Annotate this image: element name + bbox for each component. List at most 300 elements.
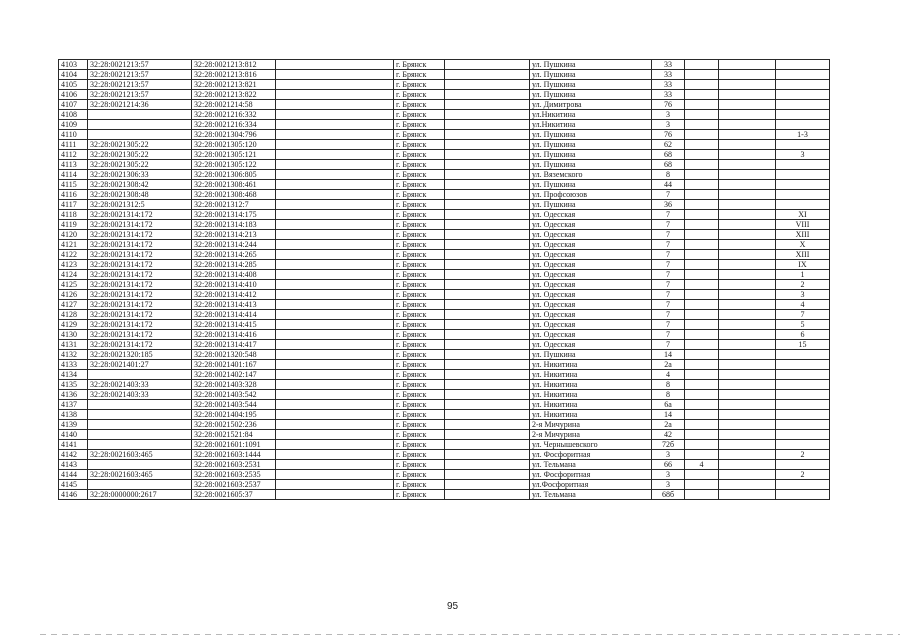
building-cell <box>685 380 719 390</box>
building-cell <box>685 160 719 170</box>
table-row <box>59 300 830 310</box>
empty-column-2-cell <box>445 160 530 170</box>
empty-column-2-cell <box>445 120 530 130</box>
house-number-cell: 44 <box>652 180 685 190</box>
empty-column-3-cell <box>719 370 776 380</box>
cadastral-number-cell: 32:28:0021314:408 <box>192 270 276 280</box>
row-number-cell: 4105 <box>59 80 88 90</box>
row-number-cell: 4140 <box>59 430 88 440</box>
row-number-cell: 4112 <box>59 150 88 160</box>
street-cell: ул. Пушкина <box>530 60 652 70</box>
empty-column-cell <box>276 100 394 110</box>
empty-column-3-cell <box>719 330 776 340</box>
empty-column-3-cell <box>719 360 776 370</box>
house-number-cell: 36 <box>652 200 685 210</box>
building-cell <box>685 260 719 270</box>
empty-column-2-cell <box>445 290 530 300</box>
empty-column-3-cell <box>719 460 776 470</box>
city-cell: г. Брянск <box>394 250 445 260</box>
parent-cadastral-number-cell: 32:28:0021314:172 <box>88 340 192 350</box>
cadastral-number-cell: 32:28:0021521:84 <box>192 430 276 440</box>
apartment-cell: 1-3 <box>776 130 830 140</box>
building-cell <box>685 390 719 400</box>
table-row <box>59 470 830 480</box>
empty-column-3-cell <box>719 380 776 390</box>
city-cell: г. Брянск <box>394 150 445 160</box>
empty-column-cell <box>276 140 394 150</box>
street-cell: ул. Одесская <box>530 290 652 300</box>
empty-column-cell <box>276 80 394 90</box>
cadastral-number-cell: 32:28:0021403:328 <box>192 380 276 390</box>
table-row <box>59 90 830 100</box>
empty-column-cell <box>276 270 394 280</box>
house-number-cell: 3 <box>652 470 685 480</box>
parent-cadastral-number-cell <box>88 410 192 420</box>
row-number-cell: 4104 <box>59 70 88 80</box>
empty-column-2-cell <box>445 440 530 450</box>
house-number-cell: 7 <box>652 220 685 230</box>
city-cell: г. Брянск <box>394 80 445 90</box>
house-number-cell: 7 <box>652 240 685 250</box>
city-cell: г. Брянск <box>394 220 445 230</box>
row-number-cell: 4117 <box>59 200 88 210</box>
row-number-cell: 4145 <box>59 480 88 490</box>
house-number-cell: 4 <box>652 370 685 380</box>
parent-cadastral-number-cell: 32:28:0021306:33 <box>88 170 192 180</box>
building-cell <box>685 200 719 210</box>
apartment-cell <box>776 70 830 80</box>
empty-column-2-cell <box>445 60 530 70</box>
street-cell: ул. Одесская <box>530 280 652 290</box>
city-cell: г. Брянск <box>394 330 445 340</box>
empty-column-2-cell <box>445 100 530 110</box>
street-cell: ул. Фосфоритная <box>530 450 652 460</box>
table-row <box>59 330 830 340</box>
parent-cadastral-number-cell <box>88 430 192 440</box>
building-cell <box>685 150 719 160</box>
city-cell: г. Брянск <box>394 280 445 290</box>
empty-column-cell <box>276 260 394 270</box>
row-number-cell: 4120 <box>59 230 88 240</box>
table-row <box>59 410 830 420</box>
empty-column-2-cell <box>445 380 530 390</box>
empty-column-2-cell <box>445 130 530 140</box>
building-cell <box>685 370 719 380</box>
parent-cadastral-number-cell: 32:28:0021305:22 <box>88 150 192 160</box>
empty-column-2-cell <box>445 360 530 370</box>
table-row <box>59 380 830 390</box>
street-cell: ул. Пушкина <box>530 150 652 160</box>
row-number-cell: 4129 <box>59 320 88 330</box>
table-row <box>59 430 830 440</box>
street-cell: 2-я Мичурина <box>530 420 652 430</box>
row-number-cell: 4130 <box>59 330 88 340</box>
table-row <box>59 270 830 280</box>
empty-column-3-cell <box>719 120 776 130</box>
empty-column-cell <box>276 250 394 260</box>
house-number-cell: 72б <box>652 440 685 450</box>
empty-column-3-cell <box>719 70 776 80</box>
empty-column-3-cell <box>719 100 776 110</box>
empty-column-cell <box>276 180 394 190</box>
parent-cadastral-number-cell: 32:28:0021213:57 <box>88 90 192 100</box>
empty-column-2-cell <box>445 140 530 150</box>
parent-cadastral-number-cell: 32:28:0021214:36 <box>88 100 192 110</box>
empty-column-cell <box>276 370 394 380</box>
parent-cadastral-number-cell <box>88 480 192 490</box>
empty-column-cell <box>276 90 394 100</box>
row-number-cell: 4111 <box>59 140 88 150</box>
empty-column-cell <box>276 400 394 410</box>
street-cell: ул. Тельмана <box>530 490 652 500</box>
cadastral-number-cell: 32:28:0021603:1444 <box>192 450 276 460</box>
apartment-cell <box>776 400 830 410</box>
street-cell: ул. Одесская <box>530 210 652 220</box>
empty-column-3-cell <box>719 210 776 220</box>
apartment-cell <box>776 410 830 420</box>
building-cell <box>685 290 719 300</box>
parent-cadastral-number-cell <box>88 400 192 410</box>
empty-column-2-cell <box>445 450 530 460</box>
street-cell: ул. Вяземского <box>530 170 652 180</box>
empty-column-2-cell <box>445 310 530 320</box>
empty-column-3-cell <box>719 240 776 250</box>
parent-cadastral-number-cell <box>88 110 192 120</box>
parent-cadastral-number-cell: 32:28:0021308:48 <box>88 190 192 200</box>
table-row <box>59 120 830 130</box>
apartment-cell <box>776 80 830 90</box>
street-cell: ул.Никитина <box>530 120 652 130</box>
city-cell: г. Брянск <box>394 180 445 190</box>
house-number-cell: 3 <box>652 120 685 130</box>
empty-column-3-cell <box>719 180 776 190</box>
apartment-cell: 7 <box>776 310 830 320</box>
city-cell: г. Брянск <box>394 320 445 330</box>
cadastral-number-cell: 32:28:0021603:2531 <box>192 460 276 470</box>
empty-column-cell <box>276 60 394 70</box>
row-number-cell: 4128 <box>59 310 88 320</box>
street-cell: ул. Димитрова <box>530 100 652 110</box>
street-cell: ул.Фосфоритная <box>530 480 652 490</box>
city-cell: г. Брянск <box>394 190 445 200</box>
empty-column-3-cell <box>719 260 776 270</box>
apartment-cell <box>776 120 830 130</box>
city-cell: г. Брянск <box>394 410 445 420</box>
building-cell <box>685 60 719 70</box>
building-cell <box>685 440 719 450</box>
building-cell <box>685 170 719 180</box>
house-number-cell: 7 <box>652 230 685 240</box>
empty-column-3-cell <box>719 220 776 230</box>
empty-column-3-cell <box>719 320 776 330</box>
scan-artifact-line <box>40 634 900 635</box>
city-cell: г. Брянск <box>394 400 445 410</box>
street-cell: ул. Одесская <box>530 300 652 310</box>
apartment-cell <box>776 160 830 170</box>
street-cell: ул. Одесская <box>530 220 652 230</box>
apartment-cell <box>776 380 830 390</box>
parent-cadastral-number-cell: 32:28:0021603:465 <box>88 470 192 480</box>
city-cell: г. Брянск <box>394 480 445 490</box>
empty-column-2-cell <box>445 70 530 80</box>
parent-cadastral-number-cell: 32:28:0021213:57 <box>88 60 192 70</box>
row-number-cell: 4141 <box>59 440 88 450</box>
parent-cadastral-number-cell: 32:28:0021314:172 <box>88 210 192 220</box>
street-cell: ул.Никитина <box>530 110 652 120</box>
house-number-cell: 68б <box>652 490 685 500</box>
house-number-cell: 7 <box>652 250 685 260</box>
street-cell: ул. Пушкина <box>530 90 652 100</box>
street-cell: ул. Одесская <box>530 330 652 340</box>
row-number-cell: 4122 <box>59 250 88 260</box>
street-cell: ул. Пушкина <box>530 80 652 90</box>
cadastral-number-cell: 32:28:0021216:332 <box>192 110 276 120</box>
cadastral-number-cell: 32:28:0021216:334 <box>192 120 276 130</box>
empty-column-2-cell <box>445 210 530 220</box>
cadastral-number-cell: 32:28:0021314:414 <box>192 310 276 320</box>
house-number-cell: 76 <box>652 130 685 140</box>
empty-column-2-cell <box>445 280 530 290</box>
empty-column-2-cell <box>445 230 530 240</box>
empty-column-3-cell <box>719 60 776 70</box>
parent-cadastral-number-cell: 32:28:0021314:172 <box>88 230 192 240</box>
house-number-cell: 6а <box>652 400 685 410</box>
city-cell: г. Брянск <box>394 340 445 350</box>
street-cell: ул. Одесская <box>530 230 652 240</box>
empty-column-3-cell <box>719 410 776 420</box>
table-row <box>59 260 830 270</box>
empty-column-cell <box>276 390 394 400</box>
empty-column-2-cell <box>445 200 530 210</box>
row-number-cell: 4124 <box>59 270 88 280</box>
empty-column-2-cell <box>445 260 530 270</box>
empty-column-3-cell <box>719 250 776 260</box>
city-cell: г. Брянск <box>394 380 445 390</box>
table-row <box>59 390 830 400</box>
street-cell: ул. Чернышевского <box>530 440 652 450</box>
table-row <box>59 200 830 210</box>
empty-column-cell <box>276 190 394 200</box>
house-number-cell: 8 <box>652 170 685 180</box>
apartment-cell <box>776 350 830 360</box>
empty-column-cell <box>276 130 394 140</box>
table-row <box>59 230 830 240</box>
table-row <box>59 180 830 190</box>
empty-column-3-cell <box>719 160 776 170</box>
table-row <box>59 60 830 70</box>
city-cell: г. Брянск <box>394 90 445 100</box>
city-cell: г. Брянск <box>394 390 445 400</box>
empty-column-cell <box>276 340 394 350</box>
city-cell: г. Брянск <box>394 440 445 450</box>
house-number-cell: 68 <box>652 150 685 160</box>
table-row <box>59 460 830 470</box>
row-number-cell: 4137 <box>59 400 88 410</box>
parent-cadastral-number-cell: 32:28:0021314:172 <box>88 320 192 330</box>
building-cell <box>685 280 719 290</box>
table-row <box>59 210 830 220</box>
city-cell: г. Брянск <box>394 290 445 300</box>
parent-cadastral-number-cell <box>88 120 192 130</box>
building-cell <box>685 360 719 370</box>
apartment-cell: 3 <box>776 290 830 300</box>
building-cell <box>685 90 719 100</box>
parent-cadastral-number-cell <box>88 130 192 140</box>
apartment-cell: 1 <box>776 270 830 280</box>
city-cell: г. Брянск <box>394 100 445 110</box>
empty-column-cell <box>276 420 394 430</box>
building-cell <box>685 350 719 360</box>
table-row <box>59 370 830 380</box>
building-cell: 4 <box>685 460 719 470</box>
empty-column-2-cell <box>445 490 530 500</box>
parent-cadastral-number-cell <box>88 460 192 470</box>
building-cell <box>685 230 719 240</box>
apartment-cell <box>776 480 830 490</box>
building-cell <box>685 480 719 490</box>
table-row <box>59 290 830 300</box>
empty-column-3-cell <box>719 230 776 240</box>
street-cell: ул. Никитина <box>530 360 652 370</box>
parent-cadastral-number-cell: 32:28:0021305:22 <box>88 160 192 170</box>
city-cell: г. Брянск <box>394 270 445 280</box>
table-row <box>59 140 830 150</box>
row-number-cell: 4142 <box>59 450 88 460</box>
cadastral-number-cell: 32:28:0021312:7 <box>192 200 276 210</box>
parent-cadastral-number-cell: 32:28:0021213:57 <box>88 80 192 90</box>
row-number-cell: 4139 <box>59 420 88 430</box>
parent-cadastral-number-cell: 32:28:0021401:27 <box>88 360 192 370</box>
cadastral-number-cell: 32:28:0021404:195 <box>192 410 276 420</box>
street-cell: ул. Фосфоритная <box>530 470 652 480</box>
row-number-cell: 4118 <box>59 210 88 220</box>
empty-column-cell <box>276 480 394 490</box>
table-row <box>59 110 830 120</box>
empty-column-cell <box>276 320 394 330</box>
cadastral-number-cell: 32:28:0021314:410 <box>192 280 276 290</box>
city-cell: г. Брянск <box>394 240 445 250</box>
empty-column-3-cell <box>719 390 776 400</box>
parent-cadastral-number-cell <box>88 420 192 430</box>
cadastral-number-cell: 32:28:0021306:805 <box>192 170 276 180</box>
parent-cadastral-number-cell <box>88 440 192 450</box>
building-cell <box>685 180 719 190</box>
table-row <box>59 320 830 330</box>
building-cell <box>685 450 719 460</box>
row-number-cell: 4109 <box>59 120 88 130</box>
cadastral-number-cell: 32:28:0021213:812 <box>192 60 276 70</box>
apartment-cell: 2 <box>776 470 830 480</box>
empty-column-2-cell <box>445 400 530 410</box>
house-number-cell: 7 <box>652 270 685 280</box>
cadastral-number-cell: 32:28:0021605:37 <box>192 490 276 500</box>
row-number-cell: 4143 <box>59 460 88 470</box>
house-number-cell: 7 <box>652 300 685 310</box>
apartment-cell: 5 <box>776 320 830 330</box>
empty-column-3-cell <box>719 80 776 90</box>
empty-column-2-cell <box>445 270 530 280</box>
row-number-cell: 4106 <box>59 90 88 100</box>
empty-column-2-cell <box>445 250 530 260</box>
empty-column-3-cell <box>719 140 776 150</box>
row-number-cell: 4115 <box>59 180 88 190</box>
city-cell: г. Брянск <box>394 140 445 150</box>
empty-column-3-cell <box>719 480 776 490</box>
empty-column-cell <box>276 300 394 310</box>
cadastral-number-cell: 32:28:0021213:822 <box>192 90 276 100</box>
table-row <box>59 310 830 320</box>
table-row <box>59 350 830 360</box>
empty-column-2-cell <box>445 90 530 100</box>
house-number-cell: 14 <box>652 410 685 420</box>
apartment-cell: 2 <box>776 450 830 460</box>
city-cell: г. Брянск <box>394 260 445 270</box>
house-number-cell: 33 <box>652 70 685 80</box>
house-number-cell: 7 <box>652 310 685 320</box>
apartment-cell <box>776 490 830 500</box>
house-number-cell: 3 <box>652 450 685 460</box>
row-number-cell: 4131 <box>59 340 88 350</box>
empty-column-2-cell <box>445 330 530 340</box>
cadastral-number-cell: 32:28:0021213:816 <box>192 70 276 80</box>
cadastral-number-cell: 32:28:0021214:58 <box>192 100 276 110</box>
house-number-cell: 7 <box>652 210 685 220</box>
apartment-cell: 4 <box>776 300 830 310</box>
building-cell <box>685 340 719 350</box>
empty-column-3-cell <box>719 490 776 500</box>
row-number-cell: 4146 <box>59 490 88 500</box>
cadastral-number-cell: 32:28:0021305:120 <box>192 140 276 150</box>
empty-column-cell <box>276 240 394 250</box>
parent-cadastral-number-cell: 32:28:0000000:2617 <box>88 490 192 500</box>
house-number-cell: 8 <box>652 390 685 400</box>
empty-column-3-cell <box>719 430 776 440</box>
city-cell: г. Брянск <box>394 160 445 170</box>
house-number-cell: 76 <box>652 100 685 110</box>
empty-column-3-cell <box>719 270 776 280</box>
apartment-cell <box>776 190 830 200</box>
empty-column-3-cell <box>719 400 776 410</box>
building-cell <box>685 400 719 410</box>
cadastral-number-cell: 32:28:0021314:244 <box>192 240 276 250</box>
empty-column-2-cell <box>445 190 530 200</box>
empty-column-3-cell <box>719 130 776 140</box>
row-number-cell: 4103 <box>59 60 88 70</box>
empty-column-2-cell <box>445 420 530 430</box>
apartment-cell: 6 <box>776 330 830 340</box>
empty-column-cell <box>276 160 394 170</box>
empty-column-cell <box>276 380 394 390</box>
empty-column-3-cell <box>719 290 776 300</box>
house-number-cell: 14 <box>652 350 685 360</box>
table-row <box>59 170 830 180</box>
empty-column-cell <box>276 200 394 210</box>
table-row <box>59 280 830 290</box>
empty-column-cell <box>276 430 394 440</box>
cadastral-number-cell: 32:28:0021401:167 <box>192 360 276 370</box>
empty-column-cell <box>276 460 394 470</box>
empty-column-3-cell <box>719 280 776 290</box>
city-cell: г. Брянск <box>394 470 445 480</box>
empty-column-2-cell <box>445 300 530 310</box>
cadastral-number-cell: 32:28:0021403:544 <box>192 400 276 410</box>
empty-column-2-cell <box>445 410 530 420</box>
empty-column-cell <box>276 310 394 320</box>
house-number-cell: 2а <box>652 360 685 370</box>
cadastral-number-cell: 32:28:0021308:461 <box>192 180 276 190</box>
building-cell <box>685 410 719 420</box>
building-cell <box>685 210 719 220</box>
